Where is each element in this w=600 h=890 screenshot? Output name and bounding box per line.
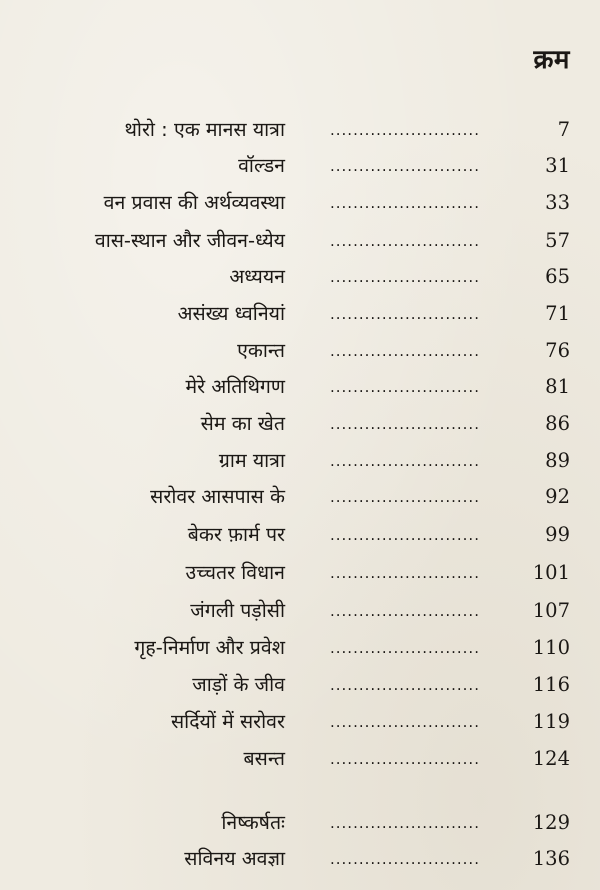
entry-page-number: 129: [532, 811, 570, 834]
entry-title: सविनय अवज्ञा: [184, 847, 285, 870]
dot-leader: ..........................: [330, 194, 480, 212]
entry-title: सरोवर आसपास के: [150, 485, 285, 508]
entry-page-number: 136: [532, 847, 570, 870]
toc-entry: [0, 558, 600, 588]
dot-leader: ..........................: [330, 713, 480, 731]
dot-leader: ..........................: [330, 415, 480, 433]
toc-entry: [0, 151, 600, 181]
entry-title: निष्कर्षतः: [221, 811, 285, 834]
dot-leader: ..........................: [330, 814, 480, 832]
toc-entry: [0, 707, 600, 737]
toc-entry: [0, 336, 600, 366]
entry-title: असंख्य ध्वनियां: [177, 302, 285, 325]
toc-entry: [0, 520, 600, 550]
dot-leader: ..........................: [330, 750, 480, 768]
entry-page-number: 65: [545, 265, 570, 288]
dot-leader: ..........................: [330, 232, 480, 250]
dot-leader: ..........................: [330, 157, 480, 175]
entry-title: बसन्त: [243, 747, 285, 770]
toc-entry: [0, 299, 600, 329]
entry-page-number: 110: [532, 636, 570, 659]
entry-title: उच्चतर विधान: [185, 561, 285, 584]
dot-leader: ..........................: [330, 342, 480, 360]
toc-entry: [0, 446, 600, 476]
toc-entry: [0, 744, 600, 774]
entry-page-number: 33: [545, 191, 570, 214]
toc-entry: [0, 115, 600, 145]
entry-title: अध्ययन: [229, 265, 285, 288]
entry-page-number: 81: [545, 375, 570, 398]
dot-leader: ..........................: [330, 602, 480, 620]
entry-page-number: 71: [545, 302, 570, 325]
toc-entry: [0, 633, 600, 663]
entry-page-number: 101: [532, 561, 570, 584]
dot-leader: ..........................: [330, 526, 480, 544]
contents-heading: क्रम: [533, 45, 570, 75]
toc-entry: [0, 409, 600, 439]
entry-title: गृह-निर्माण और प्रवेश: [134, 636, 285, 659]
dot-leader: ..........................: [330, 850, 480, 868]
entry-title: एकान्त: [237, 339, 285, 362]
toc-entry: [0, 188, 600, 218]
entry-page-number: 7: [557, 118, 570, 141]
dot-leader: ..........................: [330, 488, 480, 506]
entry-title: वास-स्थान और जीवन-ध्येय: [94, 229, 285, 252]
entry-page-number: 57: [545, 229, 570, 252]
entry-title: सर्दियों में सरोवर: [170, 710, 285, 733]
dot-leader: ..........................: [330, 639, 480, 657]
dot-leader: ..........................: [330, 564, 480, 582]
toc-entry: [0, 844, 600, 874]
toc-entry: [0, 262, 600, 292]
entry-page-number: 107: [532, 599, 570, 622]
dot-leader: ..........................: [330, 452, 480, 470]
dot-leader: ..........................: [330, 268, 480, 286]
toc-entry: [0, 808, 600, 838]
entry-page-number: 89: [545, 449, 570, 472]
dot-leader: ..........................: [330, 676, 480, 694]
entry-title: बेकर फ़ार्म पर: [187, 523, 285, 546]
entry-title: जंगली पड़ोसी: [190, 599, 285, 622]
toc-entry: [0, 372, 600, 402]
dot-leader: ..........................: [330, 378, 480, 396]
entry-page-number: 116: [532, 673, 570, 696]
entry-title: ग्राम यात्रा: [218, 449, 285, 472]
entry-title: सेम का खेत: [200, 412, 285, 435]
entry-title: वॉल्डन: [238, 154, 285, 177]
entry-title: थोरो : एक मानस यात्रा: [124, 118, 285, 141]
entry-title: जाड़ों के जीव: [192, 673, 285, 696]
entry-title: वन प्रवास की अर्थव्यवस्था: [103, 191, 285, 214]
entry-page-number: 99: [545, 523, 570, 546]
entry-page-number: 76: [545, 339, 570, 362]
entry-page-number: 92: [545, 485, 570, 508]
toc-entry: [0, 226, 600, 256]
toc-entry: [0, 482, 600, 512]
entry-page-number: 119: [532, 710, 570, 733]
toc-entry: [0, 670, 600, 700]
dot-leader: ..........................: [330, 121, 480, 139]
entry-page-number: 124: [532, 747, 570, 770]
entry-page-number: 86: [545, 412, 570, 435]
dot-leader: ..........................: [330, 305, 480, 323]
entry-page-number: 31: [545, 154, 570, 177]
entry-title: मेरे अतिथिगण: [185, 375, 285, 398]
toc-entry: [0, 596, 600, 626]
